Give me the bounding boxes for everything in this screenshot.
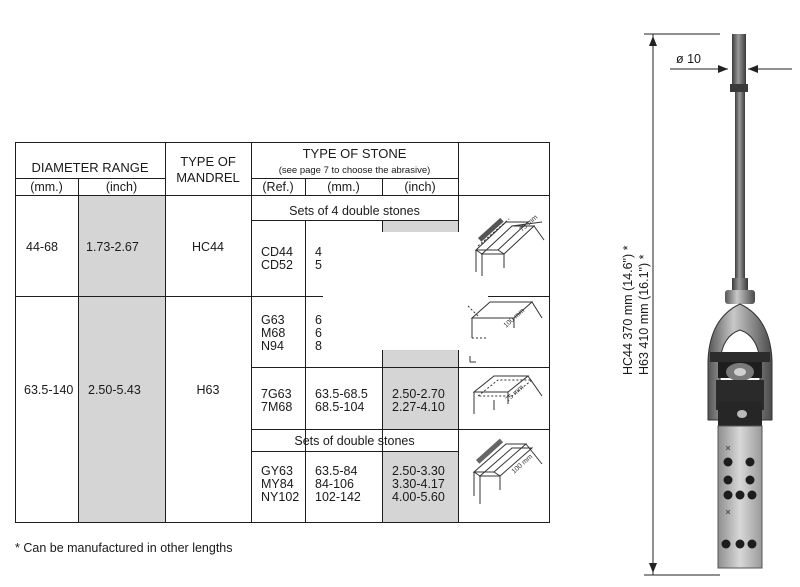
row2-group-title: Sets of double stones [294,434,415,448]
stone-illustration-2 [462,298,546,364]
header-stone-inch: (inch) [404,180,436,194]
header-mandrel: MANDREL [176,170,240,185]
header-type-of-stone: TYPE OF STONE [302,146,407,161]
row2a-stone-mm: 6 6 8 [315,313,322,353]
footnote: * Can be manufactured in other lengths [15,541,233,555]
header-mm: (mm.) [30,180,63,194]
header-inch: (inch) [105,180,138,194]
row1-mm: 44-68 [26,240,58,254]
stone-dim-2: 100 mm [502,307,527,330]
row2-mm: 63.5-140 [24,383,74,397]
row2b-stone-mm: 63.5-68.5 68.5-104 [315,387,368,414]
row2b-refs: 7G63 7M68 [261,387,293,414]
stone-dim-1: 75 mm [518,213,540,234]
stone-dim-4: 100 mm [510,453,535,476]
stone-illustration-3 [462,370,546,428]
header-stone-mm: (mm.) [327,180,360,194]
row2a-refs: G63 M68 N94 [261,313,286,353]
row1-inch: 1.73-2.67 [86,240,139,254]
row2-mandrel: H63 [196,383,220,397]
stone-dim-3: 75 mm [504,383,526,404]
row1-refs: CD44 CD52 [261,245,293,272]
diameter-label: ø 10 [676,52,702,66]
row2c-stone-mm: 63.5-84 84-106 102-142 [315,464,361,504]
length-label-hc44: HC44 370 mm (14.6") * [621,245,635,375]
stone-illustration-4 [462,434,546,520]
header-stone-note: (see page 7 to choose the abrasive) [278,165,431,176]
honing-tool-drawing [560,0,800,587]
header-diameter-range: DIAMETER RANGE [31,160,149,175]
row1-stone-mm: 4 5 [315,245,322,272]
row2c-refs: GY63 MY84 NY102 [261,464,300,504]
row2c-stone-inch: 2.50-3.30 3.30-4.17 4.00-5.60 [392,464,445,504]
stone-illustration-1 [462,210,546,290]
length-label-h63: H63 410 mm (16.1") * [637,254,651,375]
row1-group-title: Sets of 4 double stones [289,204,420,218]
row2b-stone-inch: 2.50-2.70 2.27-4.10 [392,387,445,414]
header-type-of: TYPE OF [180,154,236,169]
header-ref: (Ref.) [262,180,294,194]
row1-mandrel: HC44 [192,240,224,254]
row2-inch: 2.50-5.43 [88,383,141,397]
